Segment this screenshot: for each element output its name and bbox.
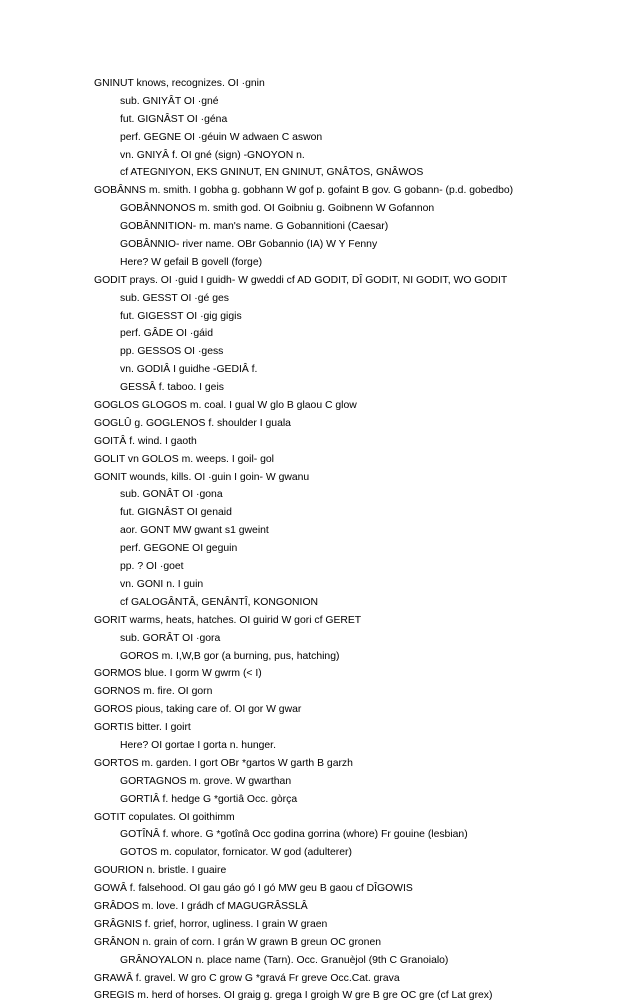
sub-entry-line: GOTOS m. copulator, fornicator. W god (adulterer) <box>120 847 352 859</box>
headword-line: GOURION n. bristle. I guaire <box>94 865 227 877</box>
headword-line: GRÂNON n. grain of corn. I grán W grawn B greun OC gronen <box>94 936 382 948</box>
sub-entry-line: sub. GORÂT OI ·gora <box>120 632 221 644</box>
headword-line: GOBÂNNS m. smith. I gobha g. gobhann W gof p. gofaint B gov. G gobann- (p.d. gobedbo) <box>94 185 514 197</box>
sub-entry-line: vn. GODIÂ I guidhe -GEDIÂ f. <box>120 364 258 376</box>
sub-entry-line: GOBÂNNONOS m. smith god. OI Goibniu g. Goibnenn W Gofannon <box>120 203 435 215</box>
sub-entry-line: cf GALOGÂNTÂ, GENÂNTÎ, KONGONION <box>120 596 319 608</box>
sub-entry-line: perf. GEGONE OI geguin <box>120 543 238 555</box>
sub-entry-line: cf ATEGNIYON, EKS GNINUT, EN GNINUT, GNÂTOS, GNÂWOS <box>120 167 424 179</box>
headword-line: GORIT warms, heats, hatches. OI guirid W gori cf GERET <box>94 614 362 626</box>
sub-entry-line: GORTIÂ f. hedge G *gortiâ Occ. gòrça <box>120 793 298 805</box>
sub-entry-line: vn. GONI n. I guin <box>120 578 204 590</box>
dictionary-page <box>94 75 614 1005</box>
headword-line: GOGLOS GLOGOS m. coal. I gual W glo B glaou C glow <box>94 400 357 412</box>
sub-entry-line: sub. GNIYÂT OI ·gné <box>120 95 219 107</box>
sub-entry-line: fut. GIGNÂST OI ·géna <box>120 113 228 125</box>
headword-line: GOWÂ f. falsehood. OI gau gáo gó I gó MW geu B gaou cf DÎGOWIS <box>94 883 413 895</box>
sub-entry-line: sub. GESST OI ·gé ges <box>120 292 229 304</box>
headword-line: GOROS pious, taking care of. OI gor W gwar <box>94 704 302 716</box>
sub-entry-line: GESSÂ f. taboo. I geis <box>120 382 224 394</box>
sub-entry-line: perf. GEGNE OI ·géuin W adwaen C aswon <box>120 131 323 143</box>
headword-line: GRAWÂ f. gravel. W gro C grow G *gravá Fr greve Occ.Cat. grava <box>94 972 400 984</box>
headword-line: GRÂGNIS f. grief, horror, ugliness. I grain W graen <box>94 918 328 930</box>
sub-entry-line: perf. GÂDE OI ·gáid <box>120 328 213 340</box>
sub-entry-line: fut. GIGNÂST OI genaid <box>120 507 232 519</box>
sub-entry-line: GRÂNOYALON n. place name (Tarn). Occ. Granuèjol (9th C Granoialo) <box>120 954 449 966</box>
headword-line: GOITÂ f. wind. I gaoth <box>94 435 197 447</box>
sub-entry-line: pp. GESSOS OI ·gess <box>120 346 224 358</box>
sub-entry-line: vn. GNIYÂ f. OI gné (sign) -GNOYON n. <box>120 149 305 161</box>
sub-entry-line: Here? W gefail B govell (forge) <box>120 256 263 268</box>
headword-line: GNINUT knows, recognizes. OI ·gnin <box>94 78 265 89</box>
headword-line: GRÂDOS m. love. I grádh cf MAGUGRÂSSLÂ <box>94 900 308 912</box>
headword-line: GOLIT vn GOLOS m. weeps. I goil- gol <box>94 453 274 465</box>
headword-line: GREGIS m. herd of horses. OI graig g. grega I groigh W gre B gre OC gre (cf Lat grex) <box>94 990 493 1002</box>
sub-entry-line: GOROS m. I,W,B gor (a burning, pus, hatching) <box>120 650 340 662</box>
headword-line: GORNOS m. fire. OI gorn <box>94 686 213 698</box>
headword-line: GORTIS bitter. I goirt <box>94 722 191 734</box>
headword-line: GORMOS blue. I gorm W gwrm (< I) <box>94 668 262 680</box>
sub-entry-line: GOTÎNÂ f. whore. G *gotînâ Occ godina gorrina (whore) Fr gouine (lesbian) <box>120 829 468 841</box>
sub-entry-line: pp. ? OI ·goet <box>120 561 184 573</box>
sub-entry-line: GORTAGNOS m. grove. W gwarthan <box>120 775 292 787</box>
headword-line: GOTIT copulates. OI goithimm <box>94 811 235 823</box>
sub-entry-line: fut. GIGESST OI ·gig gigis <box>120 310 242 322</box>
sub-entry-line: aor. GONT MW gwant s1 gweint <box>120 525 269 537</box>
sub-entry-line: GOBÂNNIO- river name. OBr Gobannio (IA) W Y Fenny <box>120 239 378 251</box>
headword-line: GOGLÛ g. GOGLENOS f. shoulder I guala <box>94 417 291 429</box>
sub-entry-line: sub. GONÂT OI ·gona <box>120 489 223 501</box>
headword-line: GODIT prays. OI ·guid I guidh- W gweddi cf AD GODIT, DÎ GODIT, NI GODIT, WO GODIT <box>94 274 508 286</box>
headword-line: GORTOS m. garden. I gort OBr *gartos W garth B garzh <box>94 757 353 769</box>
headword-line: GONIT wounds, kills. OI ·guin I goin- W gwanu <box>94 471 310 483</box>
sub-entry-line: Here? OI gortae I gorta n. hunger. <box>120 739 276 751</box>
sub-entry-line: GOBÂNNITION- m. man's name. G Gobannitioni (Caesar) <box>120 221 389 233</box>
